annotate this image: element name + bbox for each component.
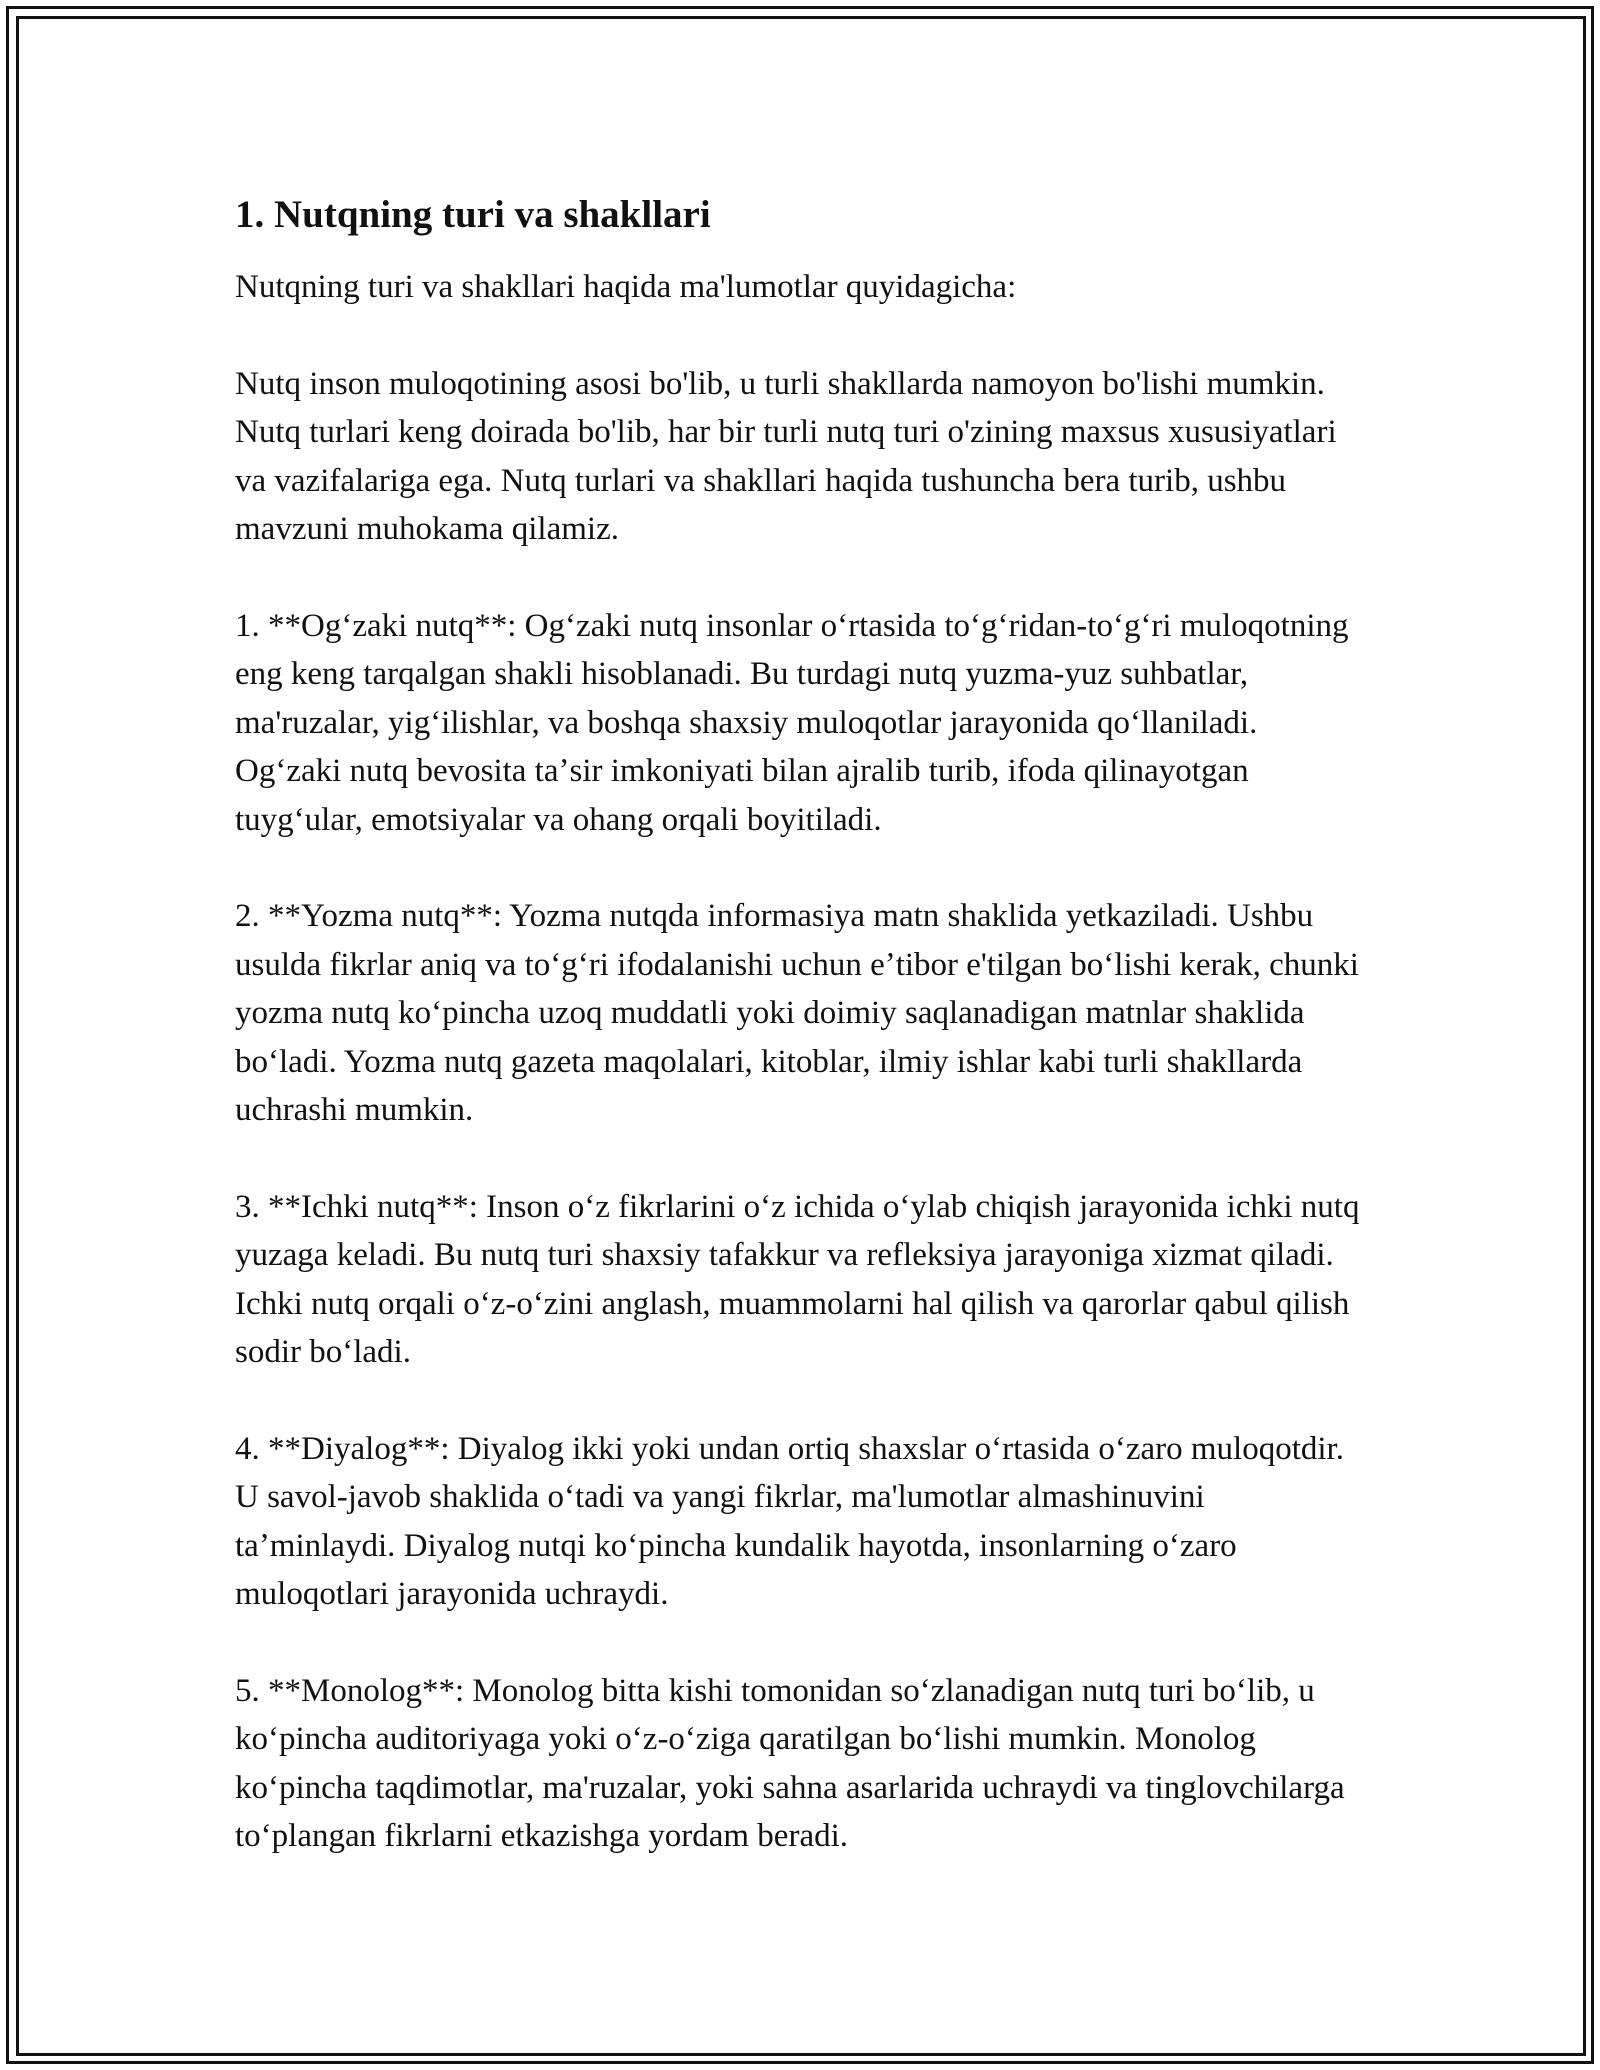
monologue-paragraph: 5. **Monolog**: Monolog bitta kishi tomonidan soʻzlanadigan nutq turi boʻlib, u koʻpincha auditoriyaga yoki oʻz-oʻziga qaratilgan boʻlishi mumkin. Monolog koʻpincha taqdimotlar, ma'ruzalar, yoki sahna asarlarida uchraydi va tinglovchilarga toʻplangan fikrlarni etkazishga yordam beradi.	[235, 1672, 1345, 1854]
oral-speech-paragraph: 1. **Ogʻzaki nutq**: Ogʻzaki nutq insonlar oʻrtasida toʻgʻridan-toʻgʻri muloqotning eng keng tarqalgan shakli hisoblanadi. Bu turdagi nutq yuzma-yuz suhbatlar, ma'ruzalar, yigʻilishlar, va boshqa shaxsiy muloqotlar jarayonida qoʻllaniladi. Ogʻzaki nutq bevosita taʼsir imkoniyati bilan ajralib turib, ifoda qilinayotgan tuygʻular, emotsiyalar va ohang orqali boyitiladi.	[235, 607, 1349, 838]
written-speech-paragraph: 2. **Yozma nutq**: Yozma nutqda informasiya matn shaklida yetkaziladi. Ushbu usulda fikrlar aniq va toʻgʻri ifodalanishi uchun eʼtibor e'tilgan boʻlishi kerak, chunki yozma nutq koʻpincha uzoq muddatli yoki doimiy saqlanadigan matnlar shaklida boʻladi. Yozma nutq gazeta maqolalari, kitoblar, ilmiy ishlar kabi turli shakllarda uchrashi mumkin.	[235, 898, 1359, 1128]
section-heading: 1. Nutqning turi va shakllari	[235, 193, 711, 236]
overview-paragraph: Nutq inson muloqotining asosi bo'lib, u turli shakllarda namoyon bo'lishi mumkin. Nutq turlari keng doirada bo'lib, har bir turli nutq turi o'zining maxsus xususiyatlari va vazifalariga ega. Nutq turlari va shakllari haqida tushuncha bera turib, ushbu mavzuni muhokama qilamiz.	[235, 365, 1337, 547]
dialogue-paragraph: 4. **Diyalog**: Diyalog ikki yoki undan ortiq shaxslar oʻrtasida oʻzaro muloqotdir. U savol-javob shaklida oʻtadi va yangi fikrlar, ma'lumotlar almashinuvini taʼminlaydi. Diyalog nutqi koʻpincha kundalik hayotda, insonlarning oʻzaro muloqotlari jarayonida uchraydi.	[235, 1430, 1344, 1612]
document-body	[235, 185, 1370, 1909]
intro-paragraph: Nutqning turi va shakllari haqida ma'lumotlar quyidagicha:	[235, 269, 1017, 305]
inner-speech-paragraph: 3. **Ichki nutq**: Inson oʻz fikrlarini oʻz ichida oʻylab chiqish jarayonida ichki nutq yuzaga keladi. Bu nutq turi shaxsiy tafakkur va refleksiya jarayoniga xizmat qiladi. Ichki nutq orqali oʻz-oʻzini anglash, muammolarni hal qilish va qarorlar qabul qilish sodir boʻladi.	[235, 1188, 1360, 1370]
